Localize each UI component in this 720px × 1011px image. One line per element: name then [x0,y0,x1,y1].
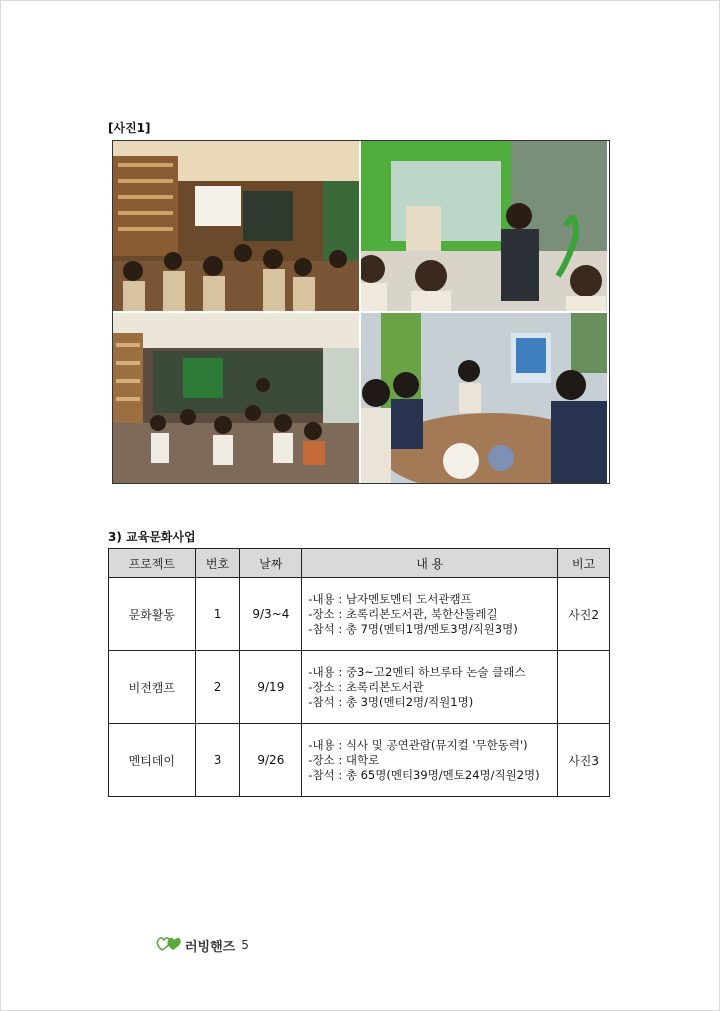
footer [156,934,249,956]
content-line-place: -장소 : 초록리본도서관 [308,679,424,694]
content-cell [302,578,558,651]
table-row [109,578,610,651]
content-line-place: -장소 : 초록리본도서관, 북한산둘레길 [308,606,498,621]
footer-brand: 러빙핸즈 [185,939,236,955]
column-header-number: 번호 [195,549,240,578]
project-cell: 멘티데이 [109,724,196,797]
number-cell: 3 [195,724,240,797]
photo-speaker [361,141,607,311]
column-header-project: 프로젝트 [109,549,196,578]
content-line-activity: -내용 : 중3~고2멘티 하브루타 논술 클래스 [308,664,526,679]
photo-room-wide [113,313,359,483]
project-cell: 문화활동 [109,578,196,651]
section-heading: 3) 교육문화사업 [108,530,196,544]
content-line-place: -장소 : 대학로 [308,752,380,767]
photo-section-label: [사진1] [108,121,151,135]
date-cell: 9/26 [240,724,302,797]
note-cell [558,651,610,724]
brand-logo-icon [156,934,182,956]
content-line-attendance: -참석 : 총 7명(멘티1명/멘토3명/직원3명) [308,621,518,636]
column-header-content: 내 용 [302,549,558,578]
table-row [109,724,610,797]
note-cell: 사진3 [558,724,610,797]
content-line-attendance: -참석 : 총 3명(멘티2명/직원1명) [308,694,474,709]
page-number: 5 [241,938,249,952]
content-line-activity: -내용 : 식사 및 공연관람(뮤지컬 '무한동력') [308,737,528,752]
project-cell: 비전캠프 [109,651,196,724]
date-cell: 9/3~4 [240,578,302,651]
content-line-activity: -내용 : 남자멘토멘티 도서관캠프 [308,591,472,606]
column-header-note: 비고 [558,549,610,578]
photo-table-discussion [361,313,607,483]
photo-grid [112,140,610,484]
note-cell: 사진2 [558,578,610,651]
education-culture-table [108,548,610,797]
date-cell: 9/19 [240,651,302,724]
content-line-attendance: -참석 : 총 65명(멘티39명/멘토24명/직원2명) [308,767,540,782]
column-header-date: 날짜 [240,549,302,578]
number-cell: 2 [195,651,240,724]
table-row [109,651,610,724]
photo-cafe-gathering [113,141,359,311]
number-cell: 1 [195,578,240,651]
table-header-row [109,549,610,578]
content-cell [302,651,558,724]
content-cell [302,724,558,797]
